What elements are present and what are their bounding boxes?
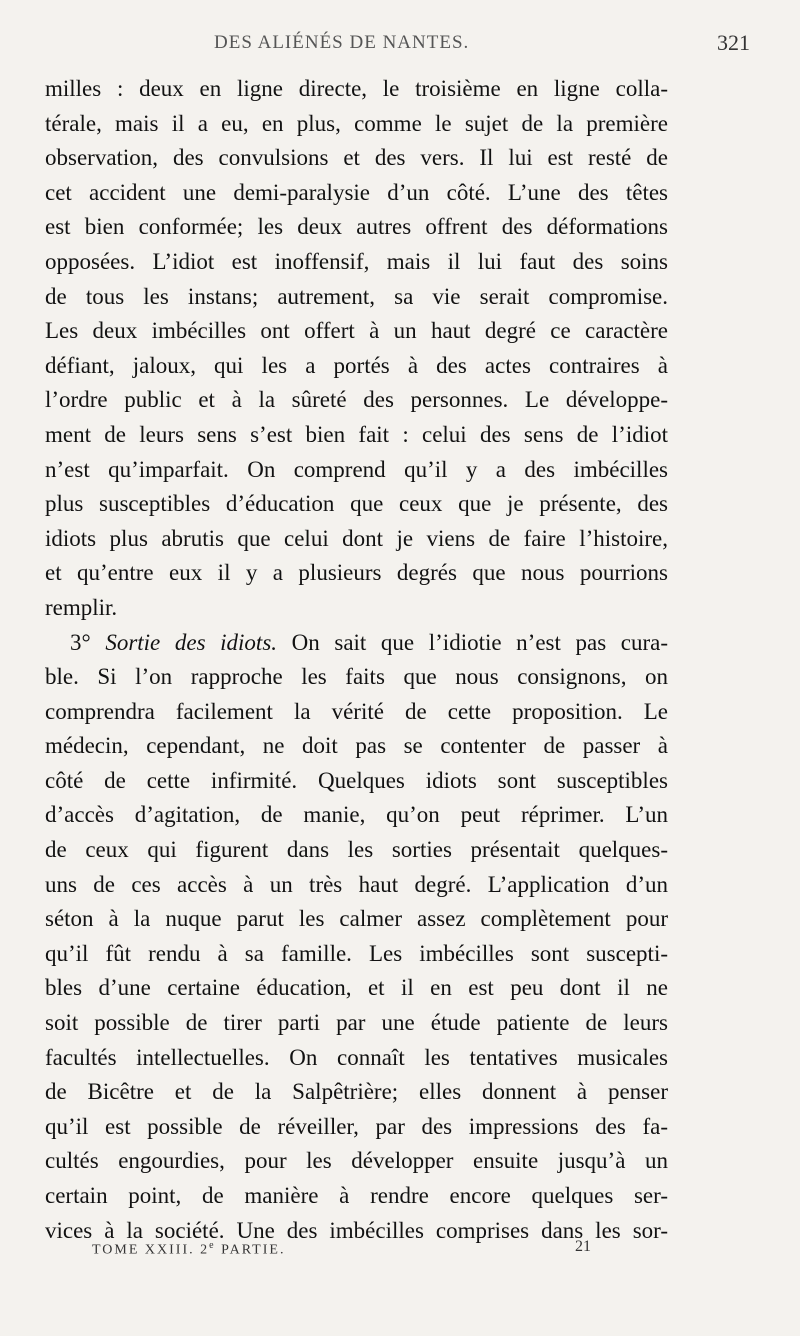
text-line: l’ordre public et à la sûreté des personnes. Le développe- bbox=[45, 387, 668, 413]
text-line: comprendra facilement la vérité de cette proposition. Le bbox=[45, 698, 668, 724]
page-number: 321 bbox=[717, 30, 750, 55]
text-line: ment de leurs sens s’est bien fait : celui des sens de l’idiot bbox=[45, 421, 668, 447]
text-line: observation, des convulsions et des vers. Il lui est resté de bbox=[45, 145, 668, 171]
text-line: qu’il fût rendu à sa famille. Les imbécilles sont suscepti- bbox=[45, 940, 668, 966]
text-line: facultés intellectuelles. On connaît les tentatives musicales bbox=[45, 1044, 668, 1070]
text-line: côté de cette infirmité. Quelques idiots sont susceptibles bbox=[45, 767, 668, 793]
text-line: certain point, de manière à rendre encore quelques ser- bbox=[45, 1183, 668, 1208]
section-title: Sortie des idiots. bbox=[105, 629, 278, 655]
text-line: plus susceptibles d’éducation que ceux que je présente, des bbox=[45, 491, 668, 517]
text-line: n’est qu’imparfait. On comprend qu’il y a des imbécilles bbox=[45, 456, 668, 482]
text-line: qu’il est possible de réveiller, par des impressions des fa- bbox=[45, 1113, 668, 1139]
text-line: d’accès d’agitation, de manie, qu’on peut réprimer. L’un bbox=[45, 802, 668, 828]
paragraph-end-line: remplir. bbox=[45, 594, 118, 620]
page-header bbox=[0, 30, 800, 58]
text-line: défiant, jaloux, qui les a portés à des actes contraires à bbox=[45, 352, 668, 378]
text-line: cet accident une demi-paralysie d’un côté. L’une des têtes bbox=[45, 179, 668, 205]
text-line: térale, mais il a eu, en plus, comme le sujet de la première bbox=[45, 110, 668, 136]
text-line: et qu’entre eux il y a plusieurs degrés que nous pourrions bbox=[45, 560, 668, 586]
text-line: milles : deux en ligne directe, le troisième en ligne colla- bbox=[45, 76, 668, 101]
text-line: uns de ces accès à un très haut degré. L’application d’un bbox=[45, 871, 668, 897]
text-line: ble. Si l’on rapproche les faits que nous consignons, on bbox=[45, 664, 668, 690]
signature-mark bbox=[92, 1240, 285, 1259]
text-line: de ceux qui figurent dans les sorties présentait quelques- bbox=[45, 837, 668, 863]
text-line: opposées. L’idiot est inoffensif, mais il lui faut des soins bbox=[45, 248, 668, 274]
text-line: cultés engourdies, pour les développer ensuite jusqu’à un bbox=[45, 1148, 668, 1174]
section-heading-line bbox=[45, 626, 668, 661]
text-line: vices à la société. Une des imbécilles comprises dans les sor- bbox=[45, 1217, 668, 1243]
text-line: Les deux imbécilles ont offert à un haut degré ce caractère bbox=[45, 318, 668, 344]
text-line: soit possible de tirer parti par une étude patiente de leurs bbox=[45, 1010, 668, 1036]
text-line: est bien conformée; les deux autres offrent des déformations bbox=[45, 214, 668, 240]
running-head: DES ALIÉNÉS DE NANTES. bbox=[214, 32, 470, 53]
body-text bbox=[45, 72, 668, 1248]
sheet-number: 21 bbox=[575, 1238, 591, 1255]
text-line: de tous les instans; autrement, sa vie serait compromise. bbox=[45, 283, 668, 309]
signature-text: TOME XXIII. 2 bbox=[92, 1242, 210, 1258]
text-line: de Bicêtre et de la Salpêtrière; elles donnent à penser bbox=[45, 1079, 668, 1105]
text-line: idiots plus abrutis que celui dont je viens de faire l’histoire, bbox=[45, 525, 668, 551]
page-footer bbox=[0, 1240, 800, 1264]
signature-suffix: PARTIE. bbox=[215, 1242, 286, 1258]
text-line: bles d’une certaine éducation, et il en est peu dont il ne bbox=[45, 975, 668, 1001]
section-number: 3° bbox=[70, 629, 91, 655]
signature-superscript: e bbox=[209, 1240, 216, 1251]
text-line: séton à la nuque parut les calmer assez complètement pour bbox=[45, 906, 668, 932]
text-line: médecin, cependant, ne doit pas se contenter de passer à bbox=[45, 733, 668, 759]
section-line-text: On sait que l’idiotie n’est pas cura- bbox=[291, 629, 669, 655]
